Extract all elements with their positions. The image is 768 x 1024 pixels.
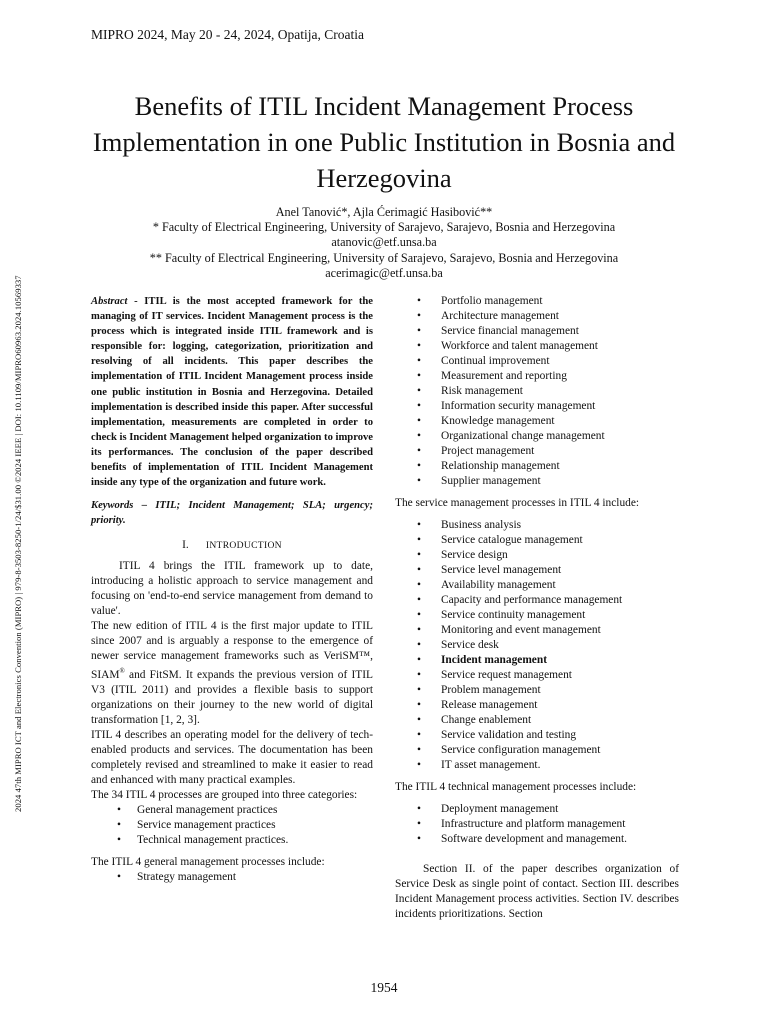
list-item: • Change enablement (417, 714, 532, 726)
list-item: • Continual improvement (417, 355, 550, 367)
list-item-text: Service level management (441, 564, 562, 576)
general-list-start (91, 870, 373, 885)
list-item-text: Project management (441, 445, 535, 457)
doi-sidebar (13, 212, 27, 812)
list-item-text: Service desk (441, 639, 499, 651)
list-item: • Infrastructure and platform management (417, 818, 626, 830)
list-item-text: Strategy management (137, 871, 237, 884)
list-item: • Problem management (417, 684, 541, 696)
general-list (395, 294, 679, 489)
category-list (91, 803, 373, 848)
list-item-text: Service catalogue management (441, 534, 583, 546)
intro-paragraph-2-b: and FitSM. It expands the previous version of ITIL V3 (ITIL 2011) and provides a flexible basis to support organizations on their journey to the new world of digital transformation [1, 2, 3]. (91, 669, 373, 727)
list-item: • Service financial management (417, 325, 579, 337)
list-item: • Service desk (417, 639, 499, 651)
list-item: • Monitoring and event management (417, 624, 601, 636)
list-item: • Service catalogue management (417, 534, 583, 546)
service-intro: The service management processes in ITIL 4 include: (395, 497, 640, 509)
list-item-text: Problem management (441, 684, 541, 696)
technical-intro: The ITIL 4 technical management processes include: (395, 781, 637, 793)
list-item: • Service management practices (117, 819, 276, 832)
list-item-text: Infrastructure and platform management (441, 818, 626, 830)
list-item-text: Business analysis (441, 519, 522, 531)
list-item: • Measurement and reporting (417, 370, 567, 382)
section-title: INTRODUCTION (205, 540, 282, 552)
intro-paragraph-3: ITIL 4 describes an operating model for the delivery of tech-enabled products and services. The documentation has been completely revised and streamlined to make it easier to read and enhanced with many practical examples. (91, 729, 373, 787)
list-item: • Technical management practices. (117, 834, 289, 847)
page-number: 1954 (370, 980, 398, 995)
list-item-text: Service financial management (441, 325, 579, 337)
list-item: • Workforce and talent management (417, 340, 598, 352)
list-item-text: Architecture management (441, 310, 559, 322)
list-item-text: Supplier management (441, 475, 541, 487)
closing-paragraph: Section II. of the paper describes organization of Service Desk as single point of contact. Section III. describes Incident Management process activities. Section IV. describes incidents prioritizations. Section (395, 863, 679, 920)
doi-sidebar-text: 2024 47th MIPRO ICT and Electronics Convention (MIPRO) | 979-8-3503-8250-1/24/$31.00 ©2024 IEEE | DOI: 10.1109/MIPRO60963.2024.10569337 (13, 275, 23, 812)
list-item: • Knowledge management (417, 415, 555, 427)
list-item: • Availability management (417, 579, 556, 591)
affiliation-1: * Faculty of Electrical Engineering, University of Sarajevo, Sarajevo, Bosnia and Herzegovina (152, 220, 616, 235)
abstract-label: Abstract (91, 296, 128, 307)
list-item-text: IT asset management. (441, 759, 541, 771)
intro-paragraph-4: The 34 ITIL 4 processes are grouped into three categories: (91, 789, 358, 802)
list-item-text: General management practices (137, 804, 278, 817)
list-item-text: Relationship management (441, 460, 560, 472)
list-item: • Architecture management (417, 310, 559, 322)
list-item: • General management practices (117, 804, 278, 817)
section-number: I. (182, 539, 189, 552)
left-column (91, 294, 373, 885)
intro-paragraph-2 (91, 619, 373, 728)
email-2: acerimagic@etf.unsa.ba (325, 265, 443, 280)
abstract (91, 294, 373, 490)
author-names: Anel Tanović*, Ajla Ćerimagić Hasibović** (275, 205, 493, 219)
list-item-text: Availability management (441, 579, 556, 591)
list-item: • Supplier management (417, 475, 541, 487)
conference-header: MIPRO 2024, May 20 - 24, 2024, Opatija, Croatia (91, 27, 364, 42)
list-item-text: Software development and management. (441, 833, 627, 845)
list-item: • Capacity and performance management (417, 594, 623, 606)
author-block (60, 205, 708, 281)
list-item: • Organizational change management (417, 430, 605, 442)
list-item-text: Service configuration management (441, 744, 601, 756)
list-item-text: Service management practices (137, 819, 276, 832)
email-1: atanovic@etf.unsa.ba (331, 235, 437, 250)
list-item: • Software development and management. (417, 833, 627, 845)
list-item: • Service level management (417, 564, 562, 576)
list-item-text: Workforce and talent management (441, 340, 598, 352)
list-item: • Service continuity management (417, 609, 586, 621)
intro-paragraph-5: The ITIL 4 general management processes include: (91, 856, 325, 869)
paper-title: Benefits of ITIL Incident Management Process Implementation in one Public Institution in Bosnia and Herzegovina (92, 91, 676, 193)
list-item: • Service request management (417, 669, 572, 681)
list-item-text: Service request management (441, 669, 572, 681)
list-item-text: Deployment management (441, 803, 559, 815)
list-item-text: Change enablement (441, 714, 532, 726)
list-item: • Strategy management (117, 871, 237, 884)
list-item: • Service validation and testing (417, 729, 577, 741)
right-column (395, 294, 679, 922)
list-item-text: Release management (441, 699, 538, 711)
keywords: Keywords – ITIL; Incident Management; SLA; urgency; priority. (91, 500, 373, 526)
list-item-text: Continual improvement (441, 355, 550, 367)
list-item-text: Risk management (441, 385, 523, 397)
list-item-text: Technical management practices. (137, 834, 289, 847)
section-heading (91, 538, 373, 553)
affiliation-2: ** Faculty of Electrical Engineering, University of Sarajevo, Sarajevo, Bosnia and Herzegovina (149, 250, 619, 265)
service-list (395, 518, 679, 773)
registered-mark: ® (119, 667, 125, 676)
list-item-text: Organizational change management (441, 430, 605, 442)
list-item-text: Knowledge management (441, 415, 555, 427)
list-item: • Business analysis (417, 519, 522, 531)
abstract-text: - ITIL is the most accepted framework for the managing of IT services. Incident Management process is the process which is integrated inside ITIL framework and is responsible for: logging, categorization, prioritization and resolving of all incidents. This paper describes the implementation of ITIL Incident Management process inside one public institution in Bosnia and Herzegovina. Detailed implementation is described inside this paper. After successful implementation, measurements are completed in order to check is Incident Management helped organization to improve its performances. The conclusion of the paper described benefits of implementation of ITIL Incident Management inside any type of the organization and future work. (91, 296, 373, 489)
list-item: • Information security management (417, 400, 596, 412)
intro-paragraph-1: ITIL 4 brings the ITIL framework up to date, introducing a holistic approach to service management and focusing on 'end-to-end service management from demand to value'. (91, 560, 373, 618)
intro-paragraph-2-a: The new edition of ITIL 4 is the first major update to ITIL since 2007 and is arguably a response to the emergence of newer service management frameworks such as VeriSM™, SIAM (91, 620, 373, 682)
list-item-text: Service design (441, 549, 508, 561)
list-item: • Project management (417, 445, 535, 457)
list-item: • Service configuration management (417, 744, 601, 756)
list-item-text: Measurement and reporting (441, 370, 567, 382)
list-item-text: Portfolio management (441, 295, 543, 307)
list-item-text: Monitoring and event management (441, 624, 601, 636)
list-item: • IT asset management. (417, 759, 541, 771)
technical-list (395, 802, 679, 847)
list-item: • Portfolio management (417, 295, 543, 307)
list-item: • Release management (417, 699, 538, 711)
list-item: • Deployment management (417, 803, 559, 815)
list-item-text: Incident management (441, 654, 547, 666)
list-item-text: Information security management (441, 400, 596, 412)
list-item: • Service design (417, 549, 508, 561)
list-item: • Risk management (417, 385, 523, 397)
list-item: • Relationship management (417, 460, 560, 472)
list-item-text: Capacity and performance management (441, 594, 623, 606)
list-item-text: Service validation and testing (441, 729, 577, 741)
list-item-text: Service continuity management (441, 609, 586, 621)
list-item: • Incident management (417, 654, 547, 666)
